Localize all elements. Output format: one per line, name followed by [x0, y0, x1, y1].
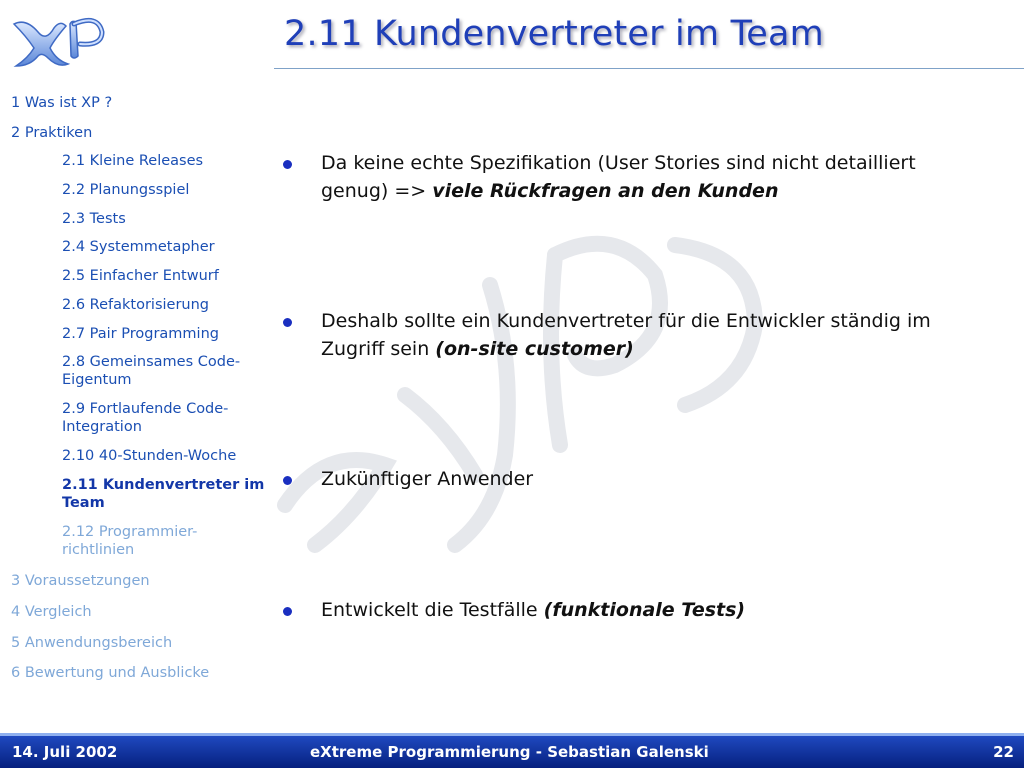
nav-item-einfacher-entwurf[interactable]: 2.5 Einfacher Entwurf	[62, 268, 219, 284]
bullet-emphasis: (on-site customer)	[435, 338, 634, 360]
bullet-item	[283, 307, 983, 363]
nav-item-fortlaufende-code-integration[interactable]: 2.9 Fortlaufende Code-Integration	[62, 401, 229, 435]
bullet-item	[283, 465, 983, 493]
title-divider	[274, 68, 1024, 69]
nav-item-refaktorisierung[interactable]: 2.6 Refaktorisierung	[62, 297, 209, 313]
bullet-dot-icon	[283, 160, 292, 169]
nav-item-pair-programming[interactable]: 2.7 Pair Programming	[62, 326, 219, 342]
bullet-dot-icon	[283, 607, 292, 616]
nav-item-planungsspiel[interactable]: 2.2 Planungsspiel	[62, 182, 190, 198]
bullet-text: Entwickelt die Testfälle	[321, 599, 538, 621]
xp-logo	[8, 10, 112, 72]
nav-item-systemmetapher[interactable]: 2.4 Systemmetapher	[62, 239, 215, 255]
nav-item-bewertung-und-ausblicke[interactable]: 6 Bewertung und Ausblicke	[11, 665, 210, 681]
bullet-emphasis: (funktionale Tests)	[543, 599, 746, 621]
bullet-item	[283, 596, 983, 624]
bullet-dot-icon	[283, 318, 292, 327]
nav-item-praktiken[interactable]: 2 Praktiken	[11, 125, 93, 141]
nav-item-40-stunden-woche[interactable]: 2.10 40-Stunden-Woche	[62, 448, 237, 464]
nav-item-voraussetzungen[interactable]: 3 Voraussetzungen	[11, 573, 150, 589]
footer-bar	[0, 733, 1024, 768]
footer-date: 14. Juli 2002	[12, 743, 118, 761]
xp-watermark-graphic	[255, 215, 795, 575]
bullet-text: Deshalb sollte ein Kundenvertreter für die Entwickler ständig im Zugriff sein	[321, 310, 931, 360]
bullet-item	[283, 149, 983, 205]
nav-item-anwendungsbereich[interactable]: 5 Anwendungsbereich	[11, 635, 173, 651]
bullet-text: Da keine echte Spezifikation (User Stories sind nicht detailliert genug) =>	[321, 152, 916, 202]
slide-title: 2.11 Kundenvertreter im Team	[284, 14, 824, 54]
nav-item-gemeinsames-code-eigentum[interactable]: 2.8 Gemeinsames Code-Eigentum	[62, 354, 241, 388]
footer-presentation-title: eXtreme Programmierung - Sebastian Galenski	[310, 743, 709, 761]
footer-page-number: 22	[993, 743, 1014, 761]
bullet-emphasis: viele Rückfragen an den Kunden	[432, 180, 779, 202]
nav-item-vergleich[interactable]: 4 Vergleich	[11, 604, 92, 620]
bullet-dot-icon	[283, 476, 292, 485]
nav-item-kundenvertreter-im-team[interactable]: 2.11 Kundenvertreter im Team	[62, 477, 265, 511]
nav-item-tests[interactable]: 2.3 Tests	[62, 211, 126, 227]
nav-item-was-ist-xp[interactable]: 1 Was ist XP ?	[11, 95, 113, 111]
bullet-text: Zukünftiger Anwender	[321, 468, 534, 490]
nav-item-kleine-releases[interactable]: 2.1 Kleine Releases	[62, 153, 204, 169]
nav-item-programmierrichtlinien[interactable]: 2.12 Programmier-richtlinien	[62, 524, 198, 558]
